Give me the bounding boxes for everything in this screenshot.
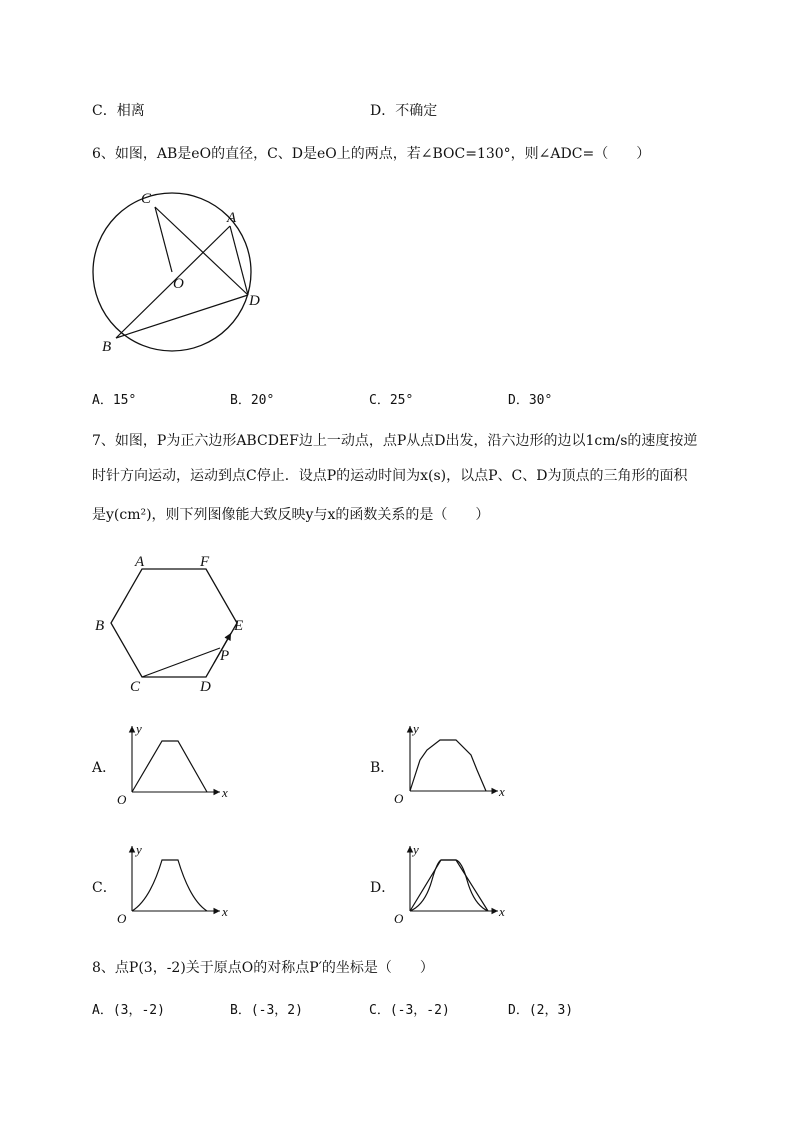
hex-label-f: F: [200, 554, 210, 570]
graph-b-y-label: y: [413, 721, 419, 736]
q6-stem: 6、如图，AB是eO的直径，C、D是eO上的两点，若∠BOC=130°，则∠ADC=（ ）: [92, 146, 651, 162]
hex-label-p: P: [220, 648, 230, 664]
q7-graph-b-letter: B．: [370, 760, 395, 776]
label-d: D: [249, 293, 260, 309]
hex-label-d: D: [200, 679, 211, 695]
hex-label-c: C: [130, 679, 141, 695]
q8-option-a: A．(3，-2): [92, 1003, 165, 1018]
label-b: B: [102, 339, 112, 355]
graph-d-curve-2: [410, 860, 488, 911]
q5-option-d: D．不确定: [370, 103, 438, 119]
q7-stem-line1: 7、如图，P为正六边形ABCDEF边上一动点，点P从点D出发，沿六边形的边以1cm/s的速度按逆: [92, 433, 698, 449]
q7-stem-line2: 时针方向运动，运动到点C停止．设点P的运动时间为x(s)，以点P、C、D为顶点的三角形的面积: [92, 468, 688, 484]
q7-graph-a-letter: A．: [92, 760, 117, 776]
q6-option-d: D．30°: [508, 393, 553, 408]
q8-option-d: D．(2，3): [508, 1003, 574, 1018]
q8-option-c: C．(-3，-2): [369, 1003, 450, 1018]
hex-label-b: B: [95, 618, 105, 634]
graph-d-y-label: y: [413, 842, 419, 857]
graph-a-origin-label: O: [117, 792, 127, 807]
label-a: A: [227, 210, 237, 226]
graph-d-curve-1: [410, 860, 488, 911]
q5-option-c: C．相离: [92, 103, 145, 119]
label-o: O: [173, 276, 184, 292]
graph-b-origin-label: O: [394, 791, 404, 806]
q8-option-b: B．(-3，2): [230, 1003, 303, 1018]
graph-c-origin-label: O: [117, 911, 127, 926]
graph-a-x-label: x: [222, 785, 228, 800]
q6-option-b: B．20°: [230, 393, 275, 408]
q7-graph-d-letter: D．: [370, 880, 396, 896]
graph-d-origin-label: O: [394, 911, 404, 926]
graph-b-x-label: x: [499, 784, 505, 799]
label-c: C: [141, 191, 152, 207]
graph-d-x-label: x: [499, 904, 505, 919]
q6-option-a: A．15°: [92, 393, 137, 408]
graph-a-y-label: y: [136, 721, 142, 736]
hex-label-a: A: [135, 554, 145, 570]
graph-c-x-label: x: [222, 904, 228, 919]
hex-label-e: E: [234, 618, 244, 634]
graph-c-y-label: y: [136, 842, 142, 857]
q7-graph-c-letter: C．: [92, 880, 117, 896]
q7-stem-line3: 是y(cm²)，则下列图像能大致反映y与x的函数关系的是（ ）: [92, 507, 490, 523]
q8-stem: 8、点P(3，-2)关于原点O的对称点P′的坐标是（ ）: [92, 960, 434, 976]
q6-option-c: C．25°: [369, 393, 414, 408]
